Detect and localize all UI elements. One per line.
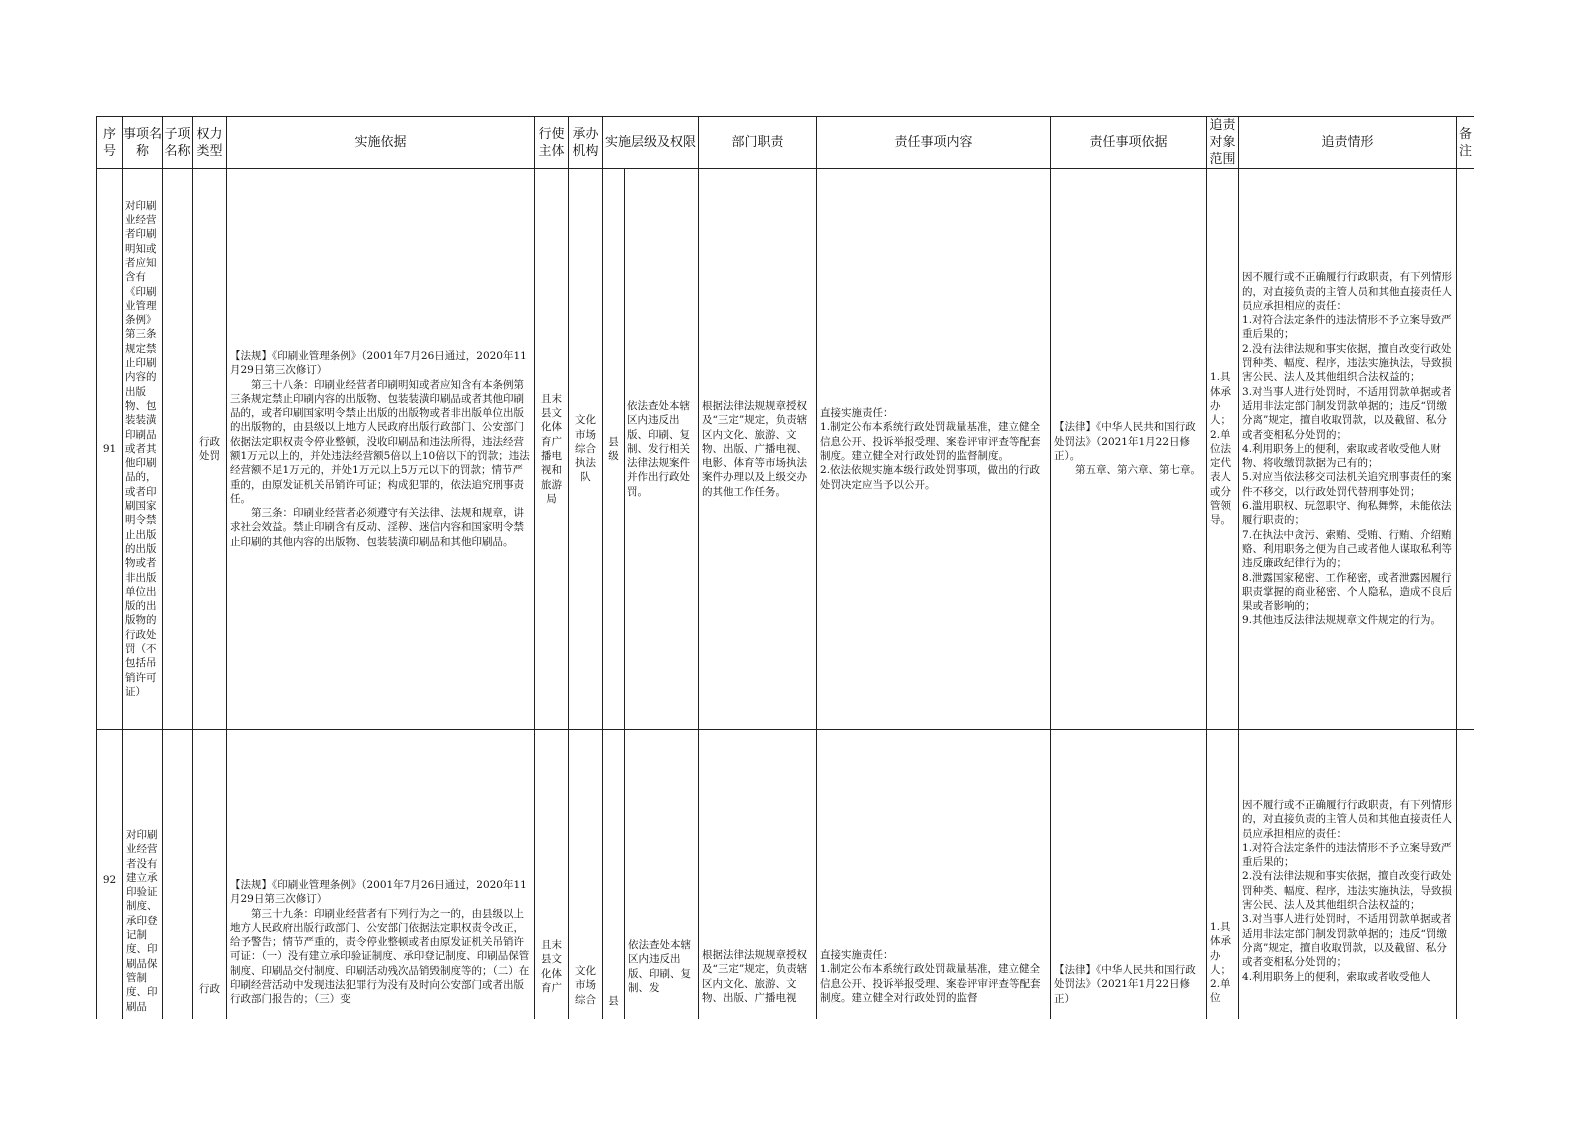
cell-authority: [625, 730, 699, 1020]
resp-basis-text: 【法律】《中华人民共和国行政处罚法》（2021年1月22日修正）: [1054, 964, 1196, 1005]
header-sub-name: 子项名称: [163, 117, 193, 169]
cell-remark: [1457, 169, 1474, 730]
cell-agency: 文化市场综合执法队: [569, 169, 603, 730]
account-scope-text: 1.具体承办人； 2.单位法定代表人或分管领导。: [1210, 371, 1232, 527]
cell-item-name: [123, 730, 163, 1020]
duty-text: 根据法律法规规章授权及“三定”规定，负责辖区内文化、旅游、文物、出版、广播电视: [702, 949, 808, 1004]
item-name-text: 对印刷业经营者没有建立承印验证制度、承印登记制度、印刷品保管制度、印刷品: [126, 829, 158, 1013]
cell-authority: 依法查处本辖区内违反出版、印刷、复制、发行相关法律法规案件并作出行政处罚。: [625, 169, 699, 730]
document-page: [96, 116, 1474, 1019]
power-type-text: 行政: [199, 983, 220, 995]
cell-resp-content: [817, 730, 1051, 1020]
cell-level: 县级: [603, 169, 625, 730]
cell-subject: [535, 730, 569, 1020]
header-resp-content: 责任事项内容: [817, 117, 1051, 169]
cell-duty: [699, 169, 817, 730]
cell-seq: 92: [97, 730, 123, 1020]
duty-text: 根据法律法规规章授权及“三定”规定，负责辖区内文化、旅游、文物、出版、广播电视、电影、体育等市场执法案件办理以及上级交办的其他工作任务。: [702, 399, 808, 498]
authority-text: 依法查处本辖区内违反出版、印刷、复制、发: [628, 939, 691, 994]
agency-text: 文化市场综合: [575, 965, 596, 1006]
cell-account-case: [1239, 169, 1457, 730]
cell-duty: [699, 730, 817, 1020]
resp-content-text: 直接实施责任： 1.制定公布本系统行政处罚裁量基准，建立健全信息公开、投诉举报受理、案卷评审评查等配套制度。建立健全对行政处罚的监督: [820, 949, 1041, 1004]
account-scope-text: 1.具体承办人； 2.单位: [1210, 921, 1232, 1005]
cell-agency: [569, 730, 603, 1020]
header-account-scope: 追责对象范围: [1207, 117, 1239, 169]
header-row: [97, 117, 1475, 169]
cell-sub-name: [163, 730, 193, 1020]
cell-account-case: [1239, 730, 1457, 1020]
cell-resp-basis: [1051, 169, 1207, 730]
cell-power-type: 行政处罚: [193, 169, 227, 730]
header-resp-basis: 责任事项依据: [1051, 117, 1207, 169]
basis-text: 【法规】《印刷业管理条例》（2001年7月26日通过，2020年11月29日第三次修订） 第三十八条：印刷业经营者印刷明知或者应知含有本条例第三条规定禁止印刷内容的出版物、包装装潢印刷品或者其他印刷品的，或者印刷国家明令禁止出版的出版物或者非出版单位出版的出版物的，由县级以上地方人民政府出版行政部门、公安部门依据法定职权责令停业整顿，没收印刷品和违法所得，违法经营额1万元以上的，并处违法经营额5倍以上10倍以下的罚款；违法经营额不足1万元的，并处1万元以上5万元以下的罚款；情节严重的，由原发证机关吊销许可证；构成犯罪的，依法追究刑事责任。 第三条：印刷业经营者必须遵守有关法律、法规和规章，讲求社会效益。禁止印刷含有反动、淫秽、迷信内容和国家明令禁止印刷的其他内容的出版物、包装装潢印刷品和其他印刷品。: [230, 349, 530, 548]
cell-sub-name: [163, 169, 193, 730]
cell-basis: [227, 169, 535, 730]
cell-remark: [1457, 730, 1474, 1020]
cell-level: [603, 730, 625, 1020]
header-basis: 实施依据: [227, 117, 535, 169]
cell-subject: 且末县文化体育广播电视和旅游局: [535, 169, 569, 730]
table-row: [97, 730, 1475, 1020]
resp-basis-text: 【法律】《中华人民共和国行政处罚法》（2021年1月22日修正）。 第五章、第六章、第七章。: [1054, 421, 1202, 477]
account-case-text: 因不履行或不正确履行行政职责，有下列情形的，对直接负责的主管人员和其他直接责任人员应承担相应的责任： 1.对符合法定条件的违法情形不予立案导致严重后果的； 2.没有法律法规和事实依据，擅自改变行政处罚种类、幅度、程序，违法实施执法，导致损害公民、法人及其他组织合法权益的； 3.对当事人进行处罚时，不适用罚款单据或者适用非法定部门制发罚款单据的；违反“罚缴分离”规定，擅自收取罚款，以及截留、私分或者变相私分处罚的； 4.利用职务上的便利，索取或者收受他人: [1242, 799, 1453, 983]
cell-power-type: [193, 730, 227, 1020]
table-row: [97, 169, 1475, 730]
header-duty: 部门职责: [699, 117, 817, 169]
header-remark: 备注: [1457, 117, 1474, 169]
basis-text: 【法规】《印刷业管理条例》（2001年7月26日通过，2020年11月29日第三次修订） 第三十九条：印刷业经营者有下列行为之一的，由县级以上地方人民政府出版行政部门、公安部门依据法定职权责令改正，给予警告；情节严重的，责令停业整顿或者由原发证机关吊销许可证：（一）没有建立承印验证制度、承印登记制度、印刷品保管制度、印刷品交付制度、印刷活动残次品销毁制度等的；（二）在印刷经营活动中发现违法犯罪行为没有及时向公安部门或者出版行政部门报告的；（三）变: [230, 879, 530, 1006]
cell-resp-basis: [1051, 730, 1207, 1020]
subject-text: 且末县文化体育广: [541, 939, 562, 994]
power-responsibility-table: [96, 116, 1474, 1019]
resp-content-text: 直接实施责任： 1.制定公布本系统行政处罚裁量基准，建立健全信息公开、投诉举报受理、案卷评审评查等配套制度。建立健全对行政处罚的监督制度。 2.依法依规实施本级行政处罚事项，做出的行政处罚决定应当予以公开。: [820, 407, 1041, 491]
cell-basis: [227, 730, 535, 1020]
header-subject: 行使主体: [535, 117, 569, 169]
header-seq: 序号: [97, 117, 123, 169]
header-item-name: 事项名称: [123, 117, 163, 169]
header-level: 实施层级及权限: [603, 117, 699, 169]
header-power-type: 权力类型: [193, 117, 227, 169]
cell-seq: 91: [97, 169, 123, 730]
cell-account-scope: [1207, 730, 1239, 1020]
account-case-text: 因不履行或不正确履行行政职责，有下列情形的，对直接负责的主管人员和其他直接责任人员应承担相应的责任： 1.对符合法定条件的违法情形不予立案导致严重后果的； 2.没有法律法规和事实依据，擅自改变行政处罚种类、幅度、程序，违法实施执法，导致损害公民、法人及其他组织合法权益的； 3.对当事人进行处罚时，不适用罚款单据或者适用非法定部门制发罚款单据的；违反“罚缴分离”规定，擅自收取罚款，以及截留、私分或者变相私分处罚的； 4.利用职务上的便利，索取或者收受他人财物、将收缴罚款据为己有的； 5.对应当依法移交司法机关追究刑事责任的案件不移交，以行政处罚代替刑事处罚； 6.滥用职权、玩忽职守、徇私舞弊，未能依法履行职责的； 7.在执法中贪污、索贿、受贿、行贿、介绍贿赂、利用职务之便为自己或者他人谋取私利等违反廉政纪律行为的； 8.泄露国家秘密、工作秘密，或者泄露因履行职责掌握的商业秘密、个人隐私，造成不良后果或者影响的； 9.其他违反法律法规规章文件规定的行为。: [1242, 271, 1453, 627]
header-account-case: 追责情形: [1239, 117, 1457, 169]
cell-resp-content: [817, 169, 1051, 730]
header-agency: 承办机构: [569, 117, 603, 169]
cell-item-name: 对印刷业经营者印刷明知或者应知含有《印刷业管理条例》第三条规定禁止印刷内容的出版物、包装装潢印刷品或者其他印刷品的，或者印刷国家明令禁止出版的出版物或者非出版单位出版的出版物的行政处罚（不包括吊销许可证）: [123, 169, 163, 730]
cell-account-scope: [1207, 169, 1239, 730]
level-text: 县: [608, 995, 619, 1007]
